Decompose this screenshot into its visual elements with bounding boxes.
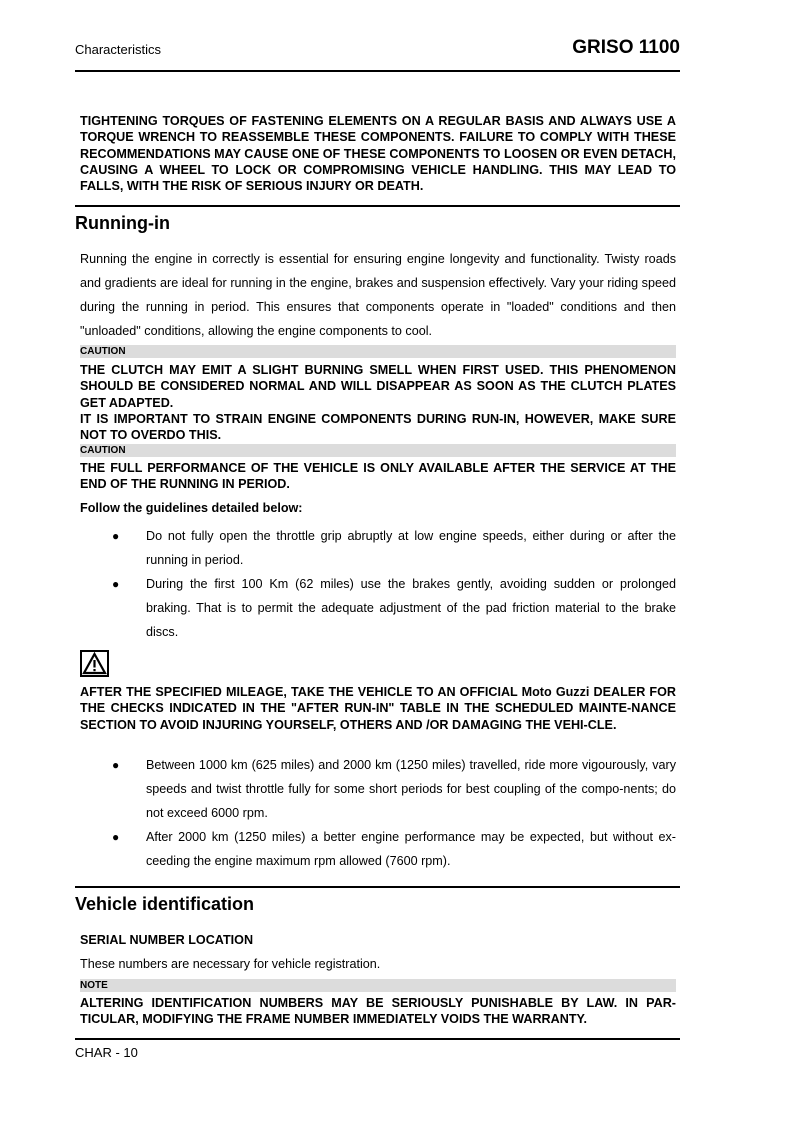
vehicle-identification-heading: Vehicle identification <box>75 894 255 914</box>
note-label: NOTE <box>80 979 676 992</box>
warning-triangle-icon <box>80 650 109 677</box>
section-divider-running-in <box>75 205 680 207</box>
header-section-title: Characteristics <box>75 42 161 57</box>
torque-warning: TIGHTENING TORQUES OF FASTENING ELEMENTS ON A REGULAR BASIS AND ALWAYS USE A TORQUE WRENCH TO REASSEMBLE THESE COMPONENTS. FAILURE TO COMPLY WITH THESE RECOMMENDATIONS MAY CAUSE ONE OF THESE COMPONENTS TO LOOSEN OR EVEN DETACH, CAUSING A WHEEL TO LOCK OR COMPROMISING VEHICLE HANDLING. THIS MAY LEAD TO FALLS, WITH THE RISK OF SERIOUS INJURY OR DEATH. <box>80 114 676 194</box>
guidelines-list-b <box>80 753 676 873</box>
dealer-check-warning: AFTER THE SPECIFIED MILEAGE, TAKE THE VEHICLE TO AN OFFICIAL Moto Guzzi DEALER FOR THE CHECKS INDICATED IN THE "AFTER RUN-IN" TABLE IN THE SCHEDULED MAINTE-NANCE SECTION TO AVOID INJURING YOURSELF, OTHERS AND /OR DAMAGING THE VEHI-CLE. <box>80 685 676 732</box>
list-item: ● During the first 100 Km (62 miles) use the brakes gently, avoiding sudden or prolonged braking. That is to permit the adequate adjustment of the pad friction material to the brake discs. <box>80 572 676 644</box>
caution-text-1: THE CLUTCH MAY EMIT A SLIGHT BURNING SMELL WHEN FIRST USED. THIS PHENOMENON SHOULD BE CONSIDERED NORMAL AND WILL DISAPPEAR AS SOON AS THE CLUTCH PLATES GET ADAPTED. IT IS IMPORTANT TO STRAIN ENGINE COMPONENTS DURING RUN-IN, HOWEVER, MAKE SURE NOT TO OVERDO THIS. <box>80 363 676 443</box>
section-divider-vehicle-id <box>75 886 680 888</box>
list-item: ● After 2000 km (1250 miles) a better engine performance may be expected, but without ex-ceeding the engine maximum rpm allowed (7600 rpm). <box>80 825 676 873</box>
footer-divider <box>75 1038 680 1040</box>
list-item: ● Between 1000 km (625 miles) and 2000 km (1250 miles) travelled, ride more vigourously, vary speeds and twist throttle fully for some short periods for best coupling of the compo-nents; do not exceed 6000 rpm. <box>80 753 676 825</box>
serial-number-subheading: SERIAL NUMBER LOCATION <box>80 933 254 947</box>
registration-text: These numbers are necessary for vehicle registration. <box>80 957 381 971</box>
caution-label-1: CAUTION <box>80 345 676 358</box>
guidelines-label: Follow the guidelines detailed below: <box>80 501 303 515</box>
header-divider <box>75 70 680 72</box>
guidelines-list-a <box>80 524 676 644</box>
running-in-intro: Running the engine in correctly is essential for ensuring engine longevity and functionality. Twisty roads and gradients are ideal for running in the engine, brakes and suspension effectively. Vary your riding speed during the running in period. This ensures that components operate in "loaded" conditions and then "unloaded" conditions, allowing the engine components to cool. <box>80 252 676 338</box>
note-text: ALTERING IDENTIFICATION NUMBERS MAY BE SERIOUSLY PUNISHABLE BY LAW. IN PAR-TICULAR, MODIFYING THE FRAME NUMBER IMMEDIATELY VOIDS THE WARRANTY. <box>80 996 676 1027</box>
bullet-icon: ● <box>112 529 120 543</box>
bullet-icon: ● <box>112 577 120 591</box>
list-item: ● Do not fully open the throttle grip abruptly at low engine speeds, either during or after the running in period. <box>80 524 676 572</box>
caution-text-2: THE FULL PERFORMANCE OF THE VEHICLE IS ONLY AVAILABLE AFTER THE SERVICE AT THE END OF THE RUNNING IN PERIOD. <box>80 461 676 492</box>
caution-label-2: CAUTION <box>80 444 676 457</box>
bullet-icon: ● <box>112 758 120 772</box>
bullet-icon: ● <box>112 830 120 844</box>
running-in-heading: Running-in <box>75 213 170 233</box>
header-model-name: GRISO 1100 <box>572 37 680 58</box>
page-number: CHAR - 10 <box>75 1045 138 1060</box>
